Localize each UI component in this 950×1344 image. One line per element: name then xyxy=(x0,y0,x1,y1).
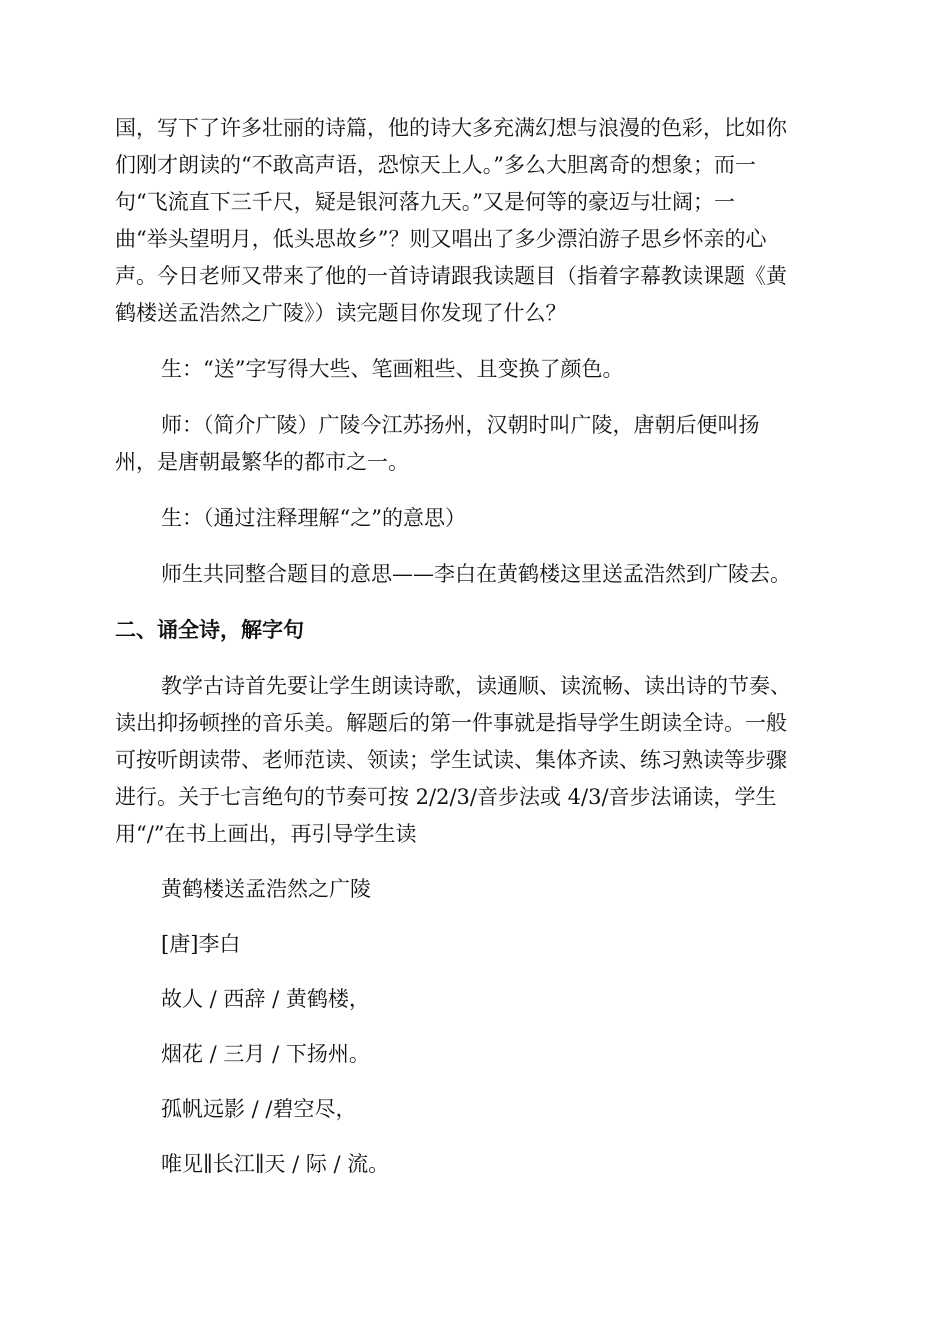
teaching-line: 教学古诗首先要让学生朗读诗歌，读通顺、读流畅、读出诗的节奏、 xyxy=(161,674,791,698)
poem-line: 孤帆远影 / /碧空尽， xyxy=(161,1097,357,1121)
document-body xyxy=(115,110,840,1183)
intro-line: 国，写下了许多壮丽的诗篇，他的诗大多充满幻想与浪漫的色彩，比如你 xyxy=(115,116,787,140)
teaching-paragraph xyxy=(115,668,840,853)
teaching-line: 可按听朗读带、老师范读、领读；学生试读、集体齐读、练习熟读等步骤 xyxy=(115,748,787,772)
poem-line: 故人 / 西辞 / 黄鹤楼， xyxy=(161,987,370,1011)
intro-line: 鹤楼送孟浩然之广陵》）读完题目你发现了什么？ xyxy=(115,301,567,325)
teaching-line: 进行。关于七言绝句的节奏可按 2/2/3/音步法或 4/3/音步法诵读，学生 xyxy=(115,785,777,809)
teacher-intro-paragraph xyxy=(115,407,840,481)
intro-line: 曲“举头望明月，低头思故乡”？则又唱出了多少漂泊游子思乡怀亲的心 xyxy=(115,227,767,251)
student-answer-2: 生：（通过注释理解“之”的意思） xyxy=(161,506,466,530)
poem-title: 黄鹤楼送孟浩然之广陵 xyxy=(161,877,371,901)
intro-line: 句“飞流直下三千尺，疑是银河落九天。”又是何等的豪迈与壮阔；一 xyxy=(115,190,735,214)
poem-author: [唐]李白 xyxy=(161,932,241,956)
poem-line: 烟花 / 三月 / 下扬州。 xyxy=(161,1042,370,1066)
intro-line: 声。今日老师又带来了他的一首诗请跟我读题目（指着字幕教读课题《黄 xyxy=(115,264,787,288)
summary-line: 师生共同整合题目的意思——李白在黄鹤楼这里送孟浩然到广陵去。 xyxy=(161,562,791,586)
teaching-line: 用“/”在书上画出，再引导学生读 xyxy=(115,822,417,846)
teaching-line: 读出抑扬顿挫的音乐美。解题后的第一件事就是指导学生朗读全诗。一般 xyxy=(115,711,787,735)
student-answer-1: 生：“送”字写得大些、笔画粗些、且变换了颜色。 xyxy=(161,357,624,381)
teacher-intro-line: 州，是唐朝最繁华的都市之一。 xyxy=(115,450,409,474)
intro-paragraph xyxy=(115,110,840,332)
teacher-intro-line: 师：（简介广陵）广陵今江苏扬州，汉朝时叫广陵，唐朝后便叫扬 xyxy=(161,413,760,437)
intro-line: 们刚才朗读的“不敢高声语，恐惊天上人。”多么大胆离奇的想象；而一 xyxy=(115,153,756,177)
section-heading: 二、诵全诗，解字句 xyxy=(115,618,304,642)
poem-line: 唯见∥长江∥天 / 际 / 流。 xyxy=(161,1152,390,1176)
